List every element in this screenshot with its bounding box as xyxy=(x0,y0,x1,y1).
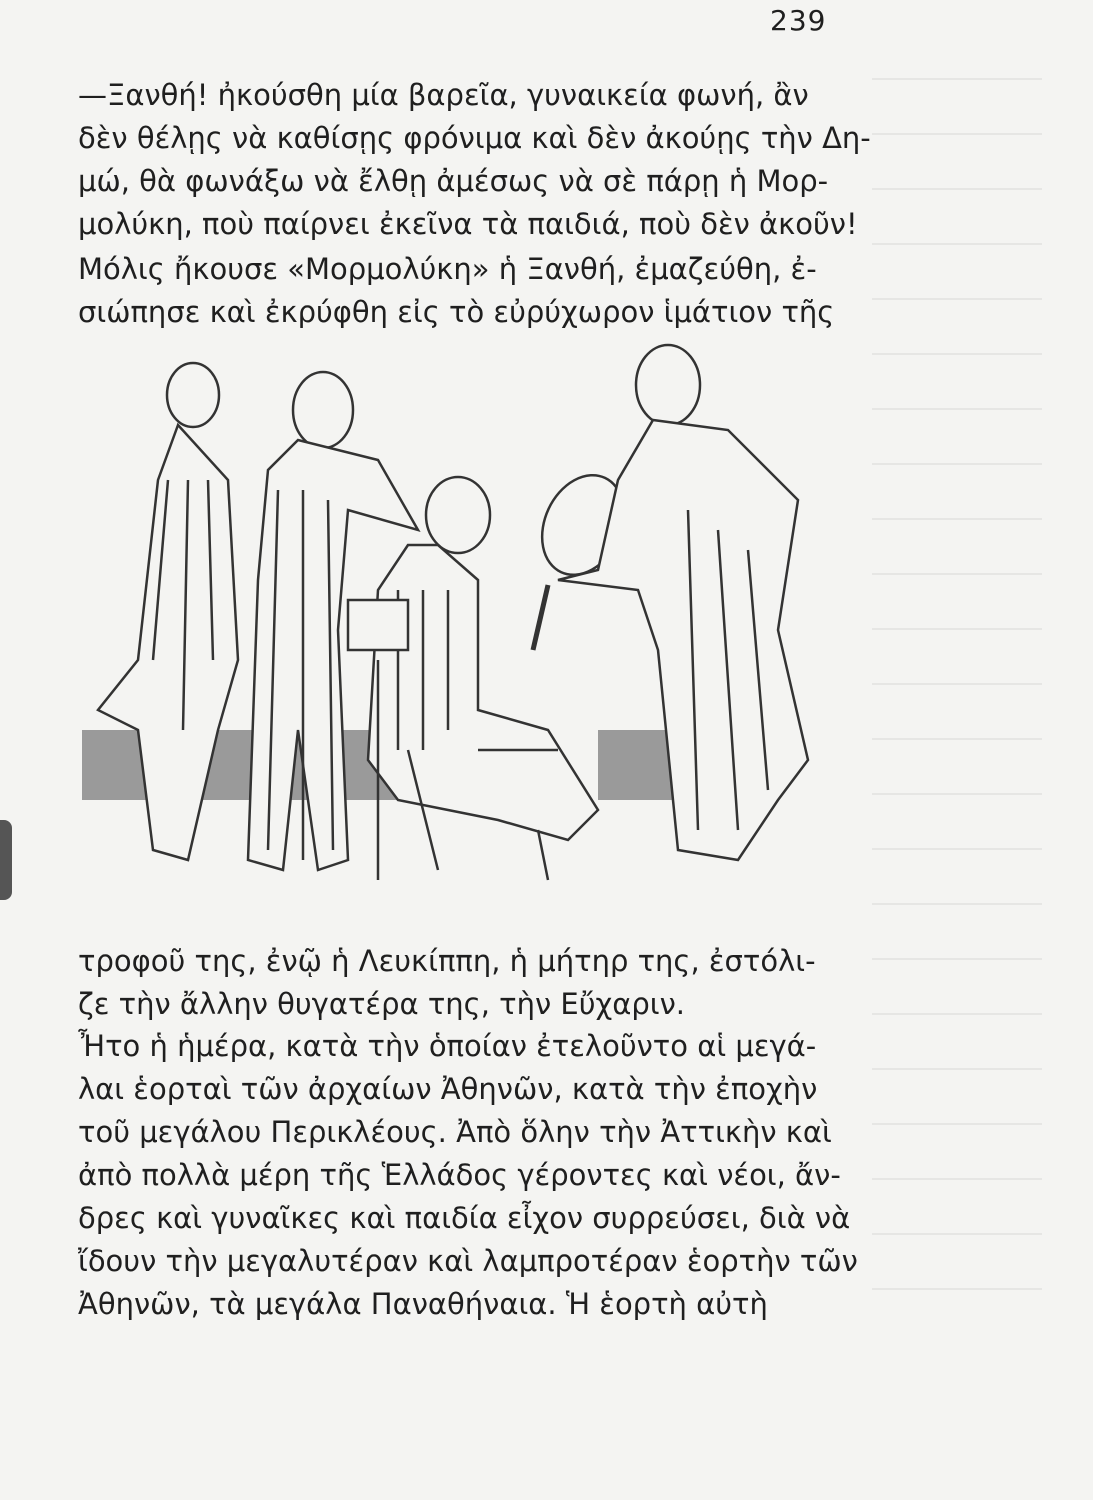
text-line: τοῦ μεγάλου Περικλέους. Ἀπὸ ὅλην τὴν Ἀττικὴν καὶ xyxy=(78,1115,832,1149)
text-line: τροφοῦ της, ἐνῷ ἡ Λευκίππη, ἡ μήτηρ της, ἐστόλι- xyxy=(78,944,816,978)
paragraph-3 xyxy=(78,940,868,1026)
text-line: σιώπησε καὶ ἐκρύφθη εἰς τὸ εὐρύχωρον ἱμάτιον τῆς xyxy=(78,295,835,329)
text-line: δὲν θέλῃς νὰ καθίσῃς φρόνιμα καὶ δὲν ἀκούῃς τὴν Δη- xyxy=(78,121,871,155)
text-line: ζε τὴν ἄλλην θυγατέρα της, τὴν Εὔχαριν. xyxy=(78,987,686,1021)
text-line: Ἦτο ἡ ἡμέρα, κατὰ τὴν ὁποίαν ἐτελοῦντο αἱ μεγά- xyxy=(78,1029,817,1063)
text-line: ἀπὸ πολλὰ μέρη τῆς Ἑλλάδος γέροντες καὶ νέοι, ἄν- xyxy=(78,1158,841,1192)
paragraph-2 xyxy=(78,248,868,334)
text-line: —Ξανθή! ἠκούσθη μία βαρεῖα, γυναικεία φωνή, ἂν xyxy=(78,78,809,112)
page-number: 239 xyxy=(770,4,827,37)
binding-edge xyxy=(0,820,12,900)
text-line: δρες καὶ γυναῖκες καὶ παιδία εἶχον συρρεύσει, διὰ νὰ xyxy=(78,1201,851,1235)
text-line: ἴδουν τὴν μεγαλυτέραν καὶ λαμπροτέραν ἑορτὴν τῶν xyxy=(78,1244,858,1278)
paragraph-4 xyxy=(78,1025,868,1326)
text-line: Ἀθηνῶν, τὰ μεγάλα Παναθήναια. Ἡ ἑορτὴ αὐτὴ xyxy=(78,1287,768,1321)
text-line: λαι ἑορταὶ τῶν ἀρχαίων Ἀθηνῶν, κατὰ τὴν ἐποχὴν xyxy=(78,1072,818,1106)
paragraph-1 xyxy=(78,74,871,246)
text-line: μολύκη, ποὺ παίρνει ἐκεῖνα τὰ παιδιά, ποὺ δὲν ἀκοῦν! xyxy=(78,207,858,241)
bleed-through xyxy=(862,25,1093,1325)
text-line: Μόλις ἤκουσε «Μορμολύκη» ἡ Ξανθή, ἐμαζεύθη, ἐ- xyxy=(78,252,817,286)
figure-right-woman xyxy=(558,345,808,860)
text-line: μώ, θὰ φωνάξω νὰ ἔλθῃ ἀμέσως νὰ σὲ πάρῃ ἡ Μορ- xyxy=(78,164,829,198)
illustration-greek-women-scene xyxy=(78,330,858,910)
